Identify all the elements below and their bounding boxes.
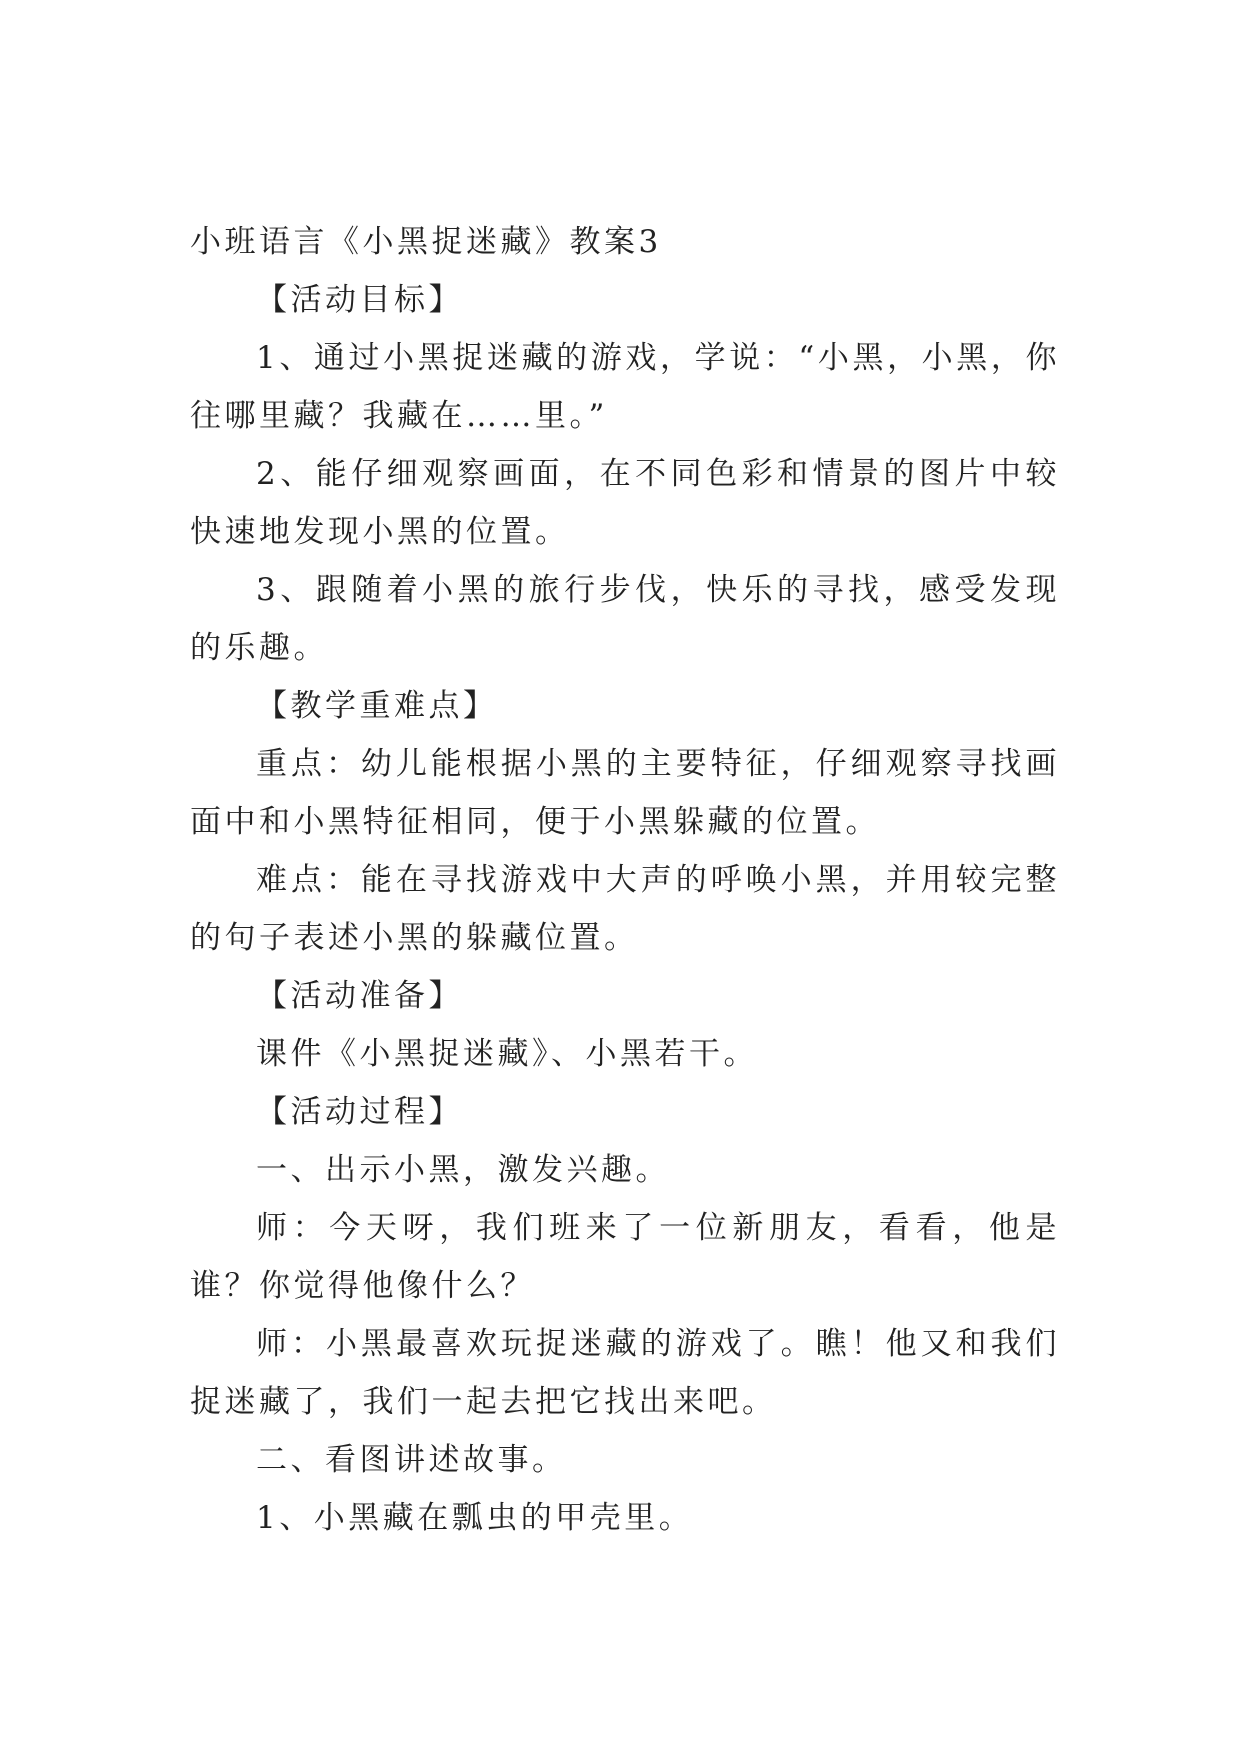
process-step-2: 二、看图讲述故事。 [256,1442,567,1478]
preparation-text: 课件《小黑捉迷藏》、小黑若干。 [256,1036,758,1072]
section-heading-process: 【活动过程】 [256,1094,463,1130]
objective-1: 1、通过小黑捉迷藏的游戏，学说：“小黑，小黑，你往哪里藏？我藏在……里。” [190,340,1060,434]
process-step-1: 一、出示小黑，激发兴趣。 [256,1152,670,1188]
difficult-point: 难点：能在寻找游戏中大声的呼唤小黑，并用较完整的句子表述小黑的躲藏位置。 [190,862,1060,956]
teacher-line-1: 师：今天呀，我们班来了一位新朋友，看看，他是谁？你觉得他像什么？ [190,1210,1060,1304]
teacher-line-2: 师：小黑最喜欢玩捉迷藏的游戏了。瞧！他又和我们捉迷藏了，我们一起去把它找出来吧。 [190,1326,1060,1420]
key-point: 重点：幼儿能根据小黑的主要特征，仔细观察寻找画面中和小黑特征相同，便于小黑躲藏的位置。 [190,746,1060,840]
document-title: 小班语言《小黑捉迷藏》教案3 [190,224,662,260]
section-heading-preparation: 【活动准备】 [256,978,463,1014]
story-item-1: 1、小黑藏在瓢虫的甲壳里。 [256,1500,694,1536]
objective-2: 2、能仔细观察画面，在不同色彩和情景的图片中较快速地发现小黑的位置。 [190,456,1060,550]
objective-3: 3、跟随着小黑的旅行步伐，快乐的寻找，感受发现的乐趣。 [190,572,1060,666]
section-heading-key-points: 【教学重难点】 [256,688,498,724]
document-body [190,213,1060,1547]
section-heading-objectives: 【活动目标】 [256,282,463,318]
